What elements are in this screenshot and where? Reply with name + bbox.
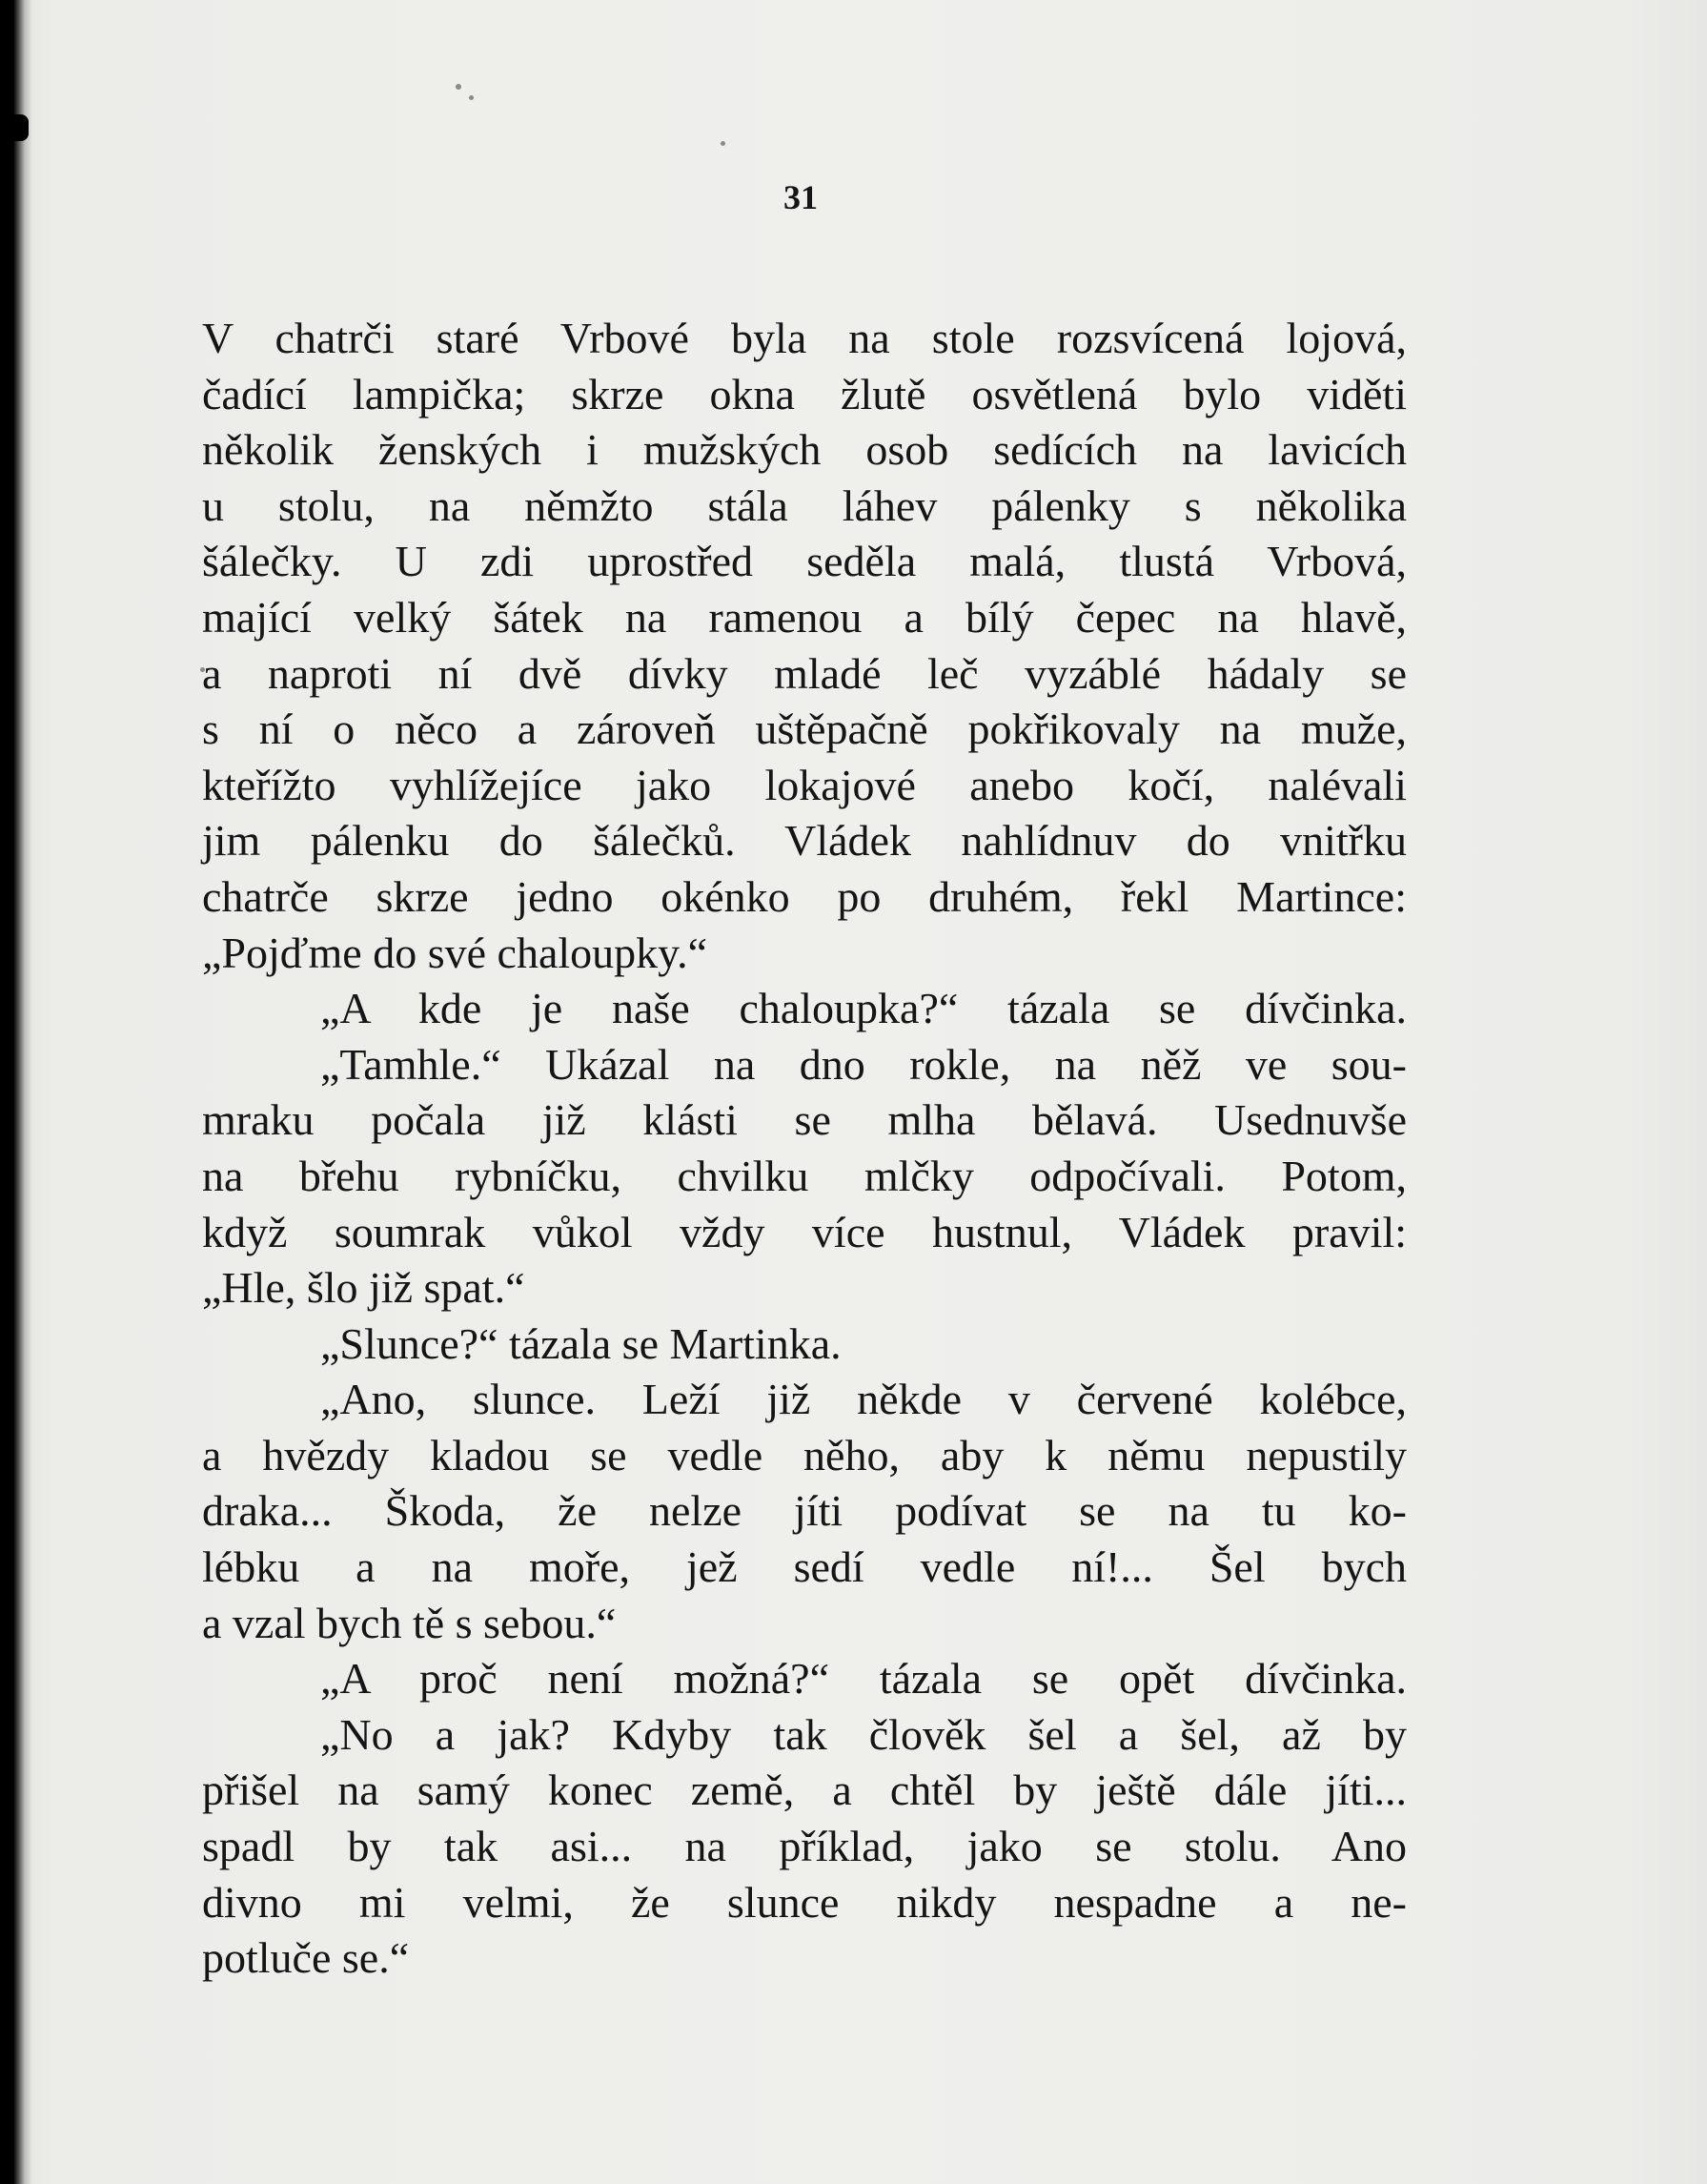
text-line: když soumrak vůkol vždy více hustnul, Vládek pravil: — [202, 1207, 1407, 1256]
page-number: 31 — [783, 178, 818, 216]
text-line: chatrče skrze jedno okénko po druhém, řekl Martince: — [202, 871, 1407, 921]
text-line: na břehu rybníčku, chvilku mlčky odpočívali. Potom, — [202, 1151, 1407, 1200]
scan-speck — [456, 84, 461, 90]
text-line: a hvězdy kladou se vedle něho, aby k němu nepustily — [202, 1430, 1407, 1480]
text-line: „A proč není možná?“ tázala se opět dívčinka. — [320, 1654, 1407, 1704]
text-line: „Tamhle.“ Ukázal na dno rokle, na něž ve sou- — [320, 1039, 1407, 1089]
scan-speck — [721, 141, 725, 146]
text-line: lébku a na moře, jež sedí vedle ní!... Šel bych — [202, 1542, 1407, 1592]
text-line: mající velký šátek na ramenou a bílý čepec na hlavě, — [202, 592, 1407, 642]
text-line: přišel na samý konec země, a chtěl by ještě dále jíti... — [202, 1766, 1407, 1815]
text-line: a naproti ní dvě dívky mladé leč vyzáblé hádaly se — [202, 648, 1407, 698]
text-line: několik ženských i mužských osob sedících na lavicích — [202, 425, 1407, 475]
text-line: „A kde je naše chaloupka?“ tázala se dívčinka. — [320, 984, 1407, 1033]
text-line: „No a jak? Kdyby tak člověk šel a šel, až by — [320, 1709, 1407, 1759]
text-line: „Slunce?“ tázala se Martinka. — [320, 1318, 842, 1368]
text-line: „Ano, slunce. Leží již někde v červené kolébce, — [320, 1375, 1407, 1424]
text-line: „Pojďme do své chaloupky.“ — [202, 928, 708, 977]
text-line: potluče se.“ — [202, 1933, 410, 1983]
text-line: a vzal bych tě s sebou.“ — [202, 1598, 617, 1647]
binding-edge — [0, 0, 32, 2184]
text-line: spadl by tak asi... na příklad, jako se stolu. Ano — [202, 1822, 1407, 1871]
text-line: šálečky. U zdi uprostřed seděla malá, tlustá Vrbová, — [202, 537, 1407, 586]
text-line: čadící lampička; skrze okna žlutě osvětlená bylo viděti — [202, 369, 1407, 418]
scan-speck — [469, 95, 474, 100]
text-line: mraku počala již klásti se mlha bělavá. Usednuvše — [202, 1095, 1407, 1145]
text-line: V chatrči staré Vrbové byla na stole rozsvícená lojová, — [202, 314, 1407, 362]
body-text — [202, 311, 1407, 1987]
text-line: jim pálenku do šálečků. Vládek nahlídnuv do vnitřku — [202, 816, 1407, 866]
text-line: u stolu, na němžto stála láhev pálenky s několika — [202, 480, 1407, 530]
text-line: draka... Škoda, že nelze jíti podívat se na tu ko- — [202, 1486, 1407, 1536]
text-line: kteřížto vyhlížejíce jako lokajové anebo kočí, nalévali — [202, 760, 1407, 809]
text-line: divno mi velmi, že slunce nikdy nespadne a ne- — [202, 1877, 1407, 1927]
text-line: „Hle, šlo již spat.“ — [202, 1263, 525, 1313]
text-line: s ní o něco a zároveň uštěpačně pokřikovaly na muže, — [202, 704, 1407, 754]
binding-mark — [0, 114, 29, 141]
